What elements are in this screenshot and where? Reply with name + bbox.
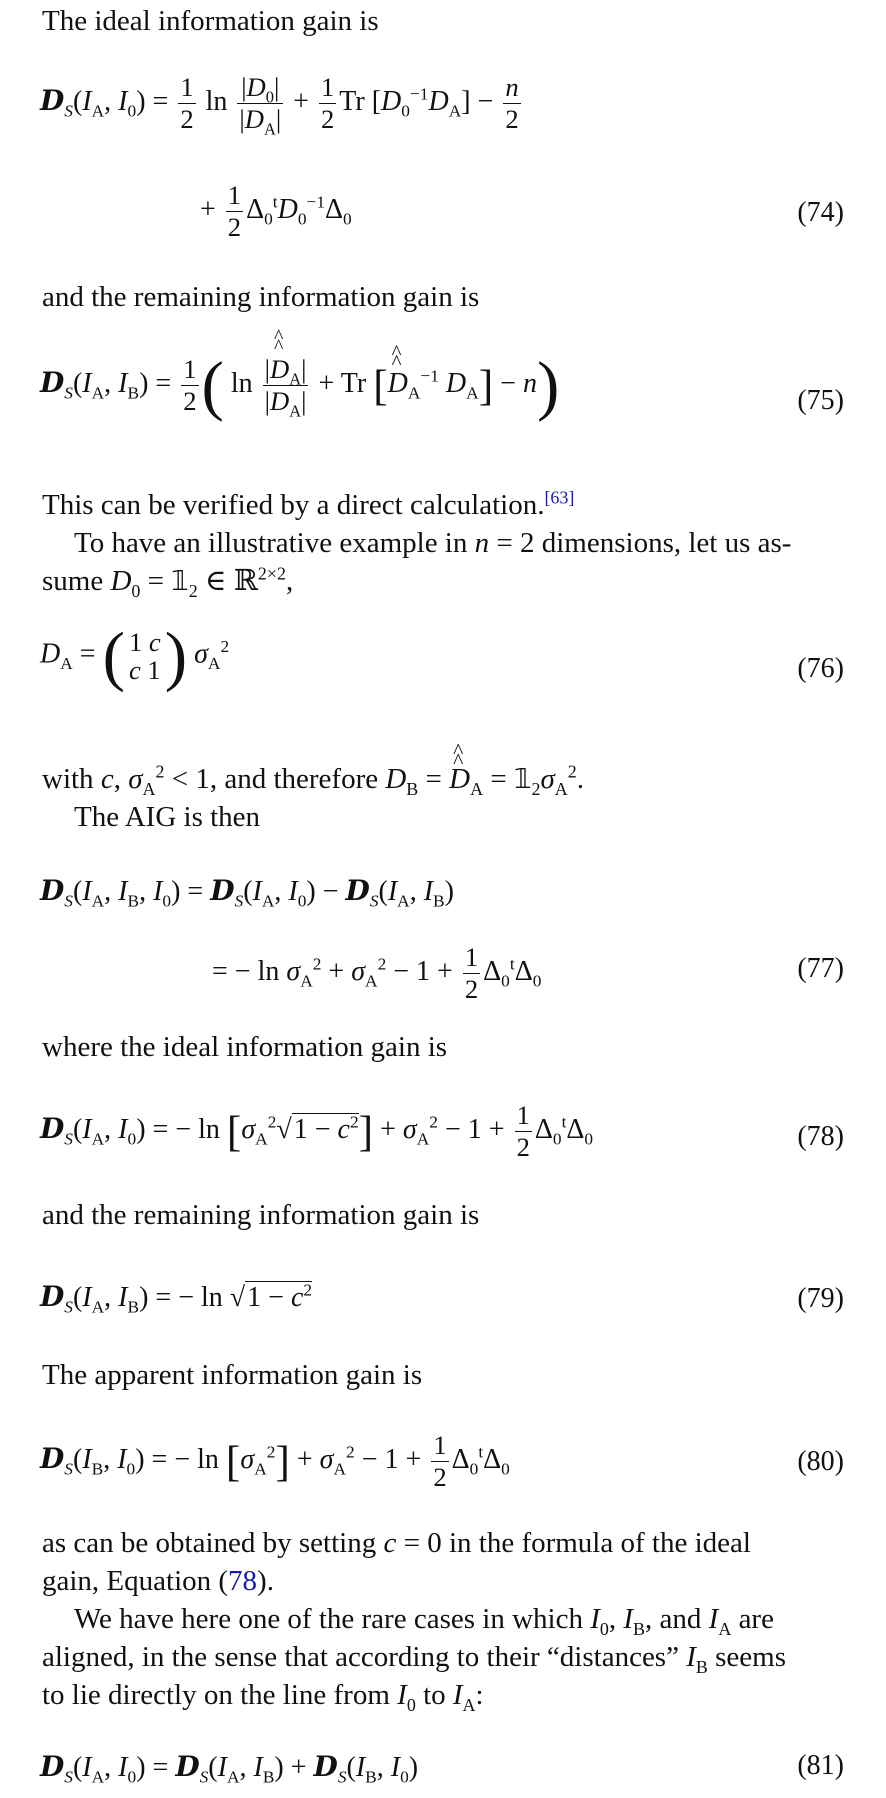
aligned-text-g: to xyxy=(423,1679,446,1711)
equation-number-76: (76) xyxy=(797,653,844,684)
aligned-text-a: We have here one of the rare cases in which xyxy=(74,1603,583,1635)
paragraph-ideal-gain: The ideal information gain is xyxy=(42,5,379,37)
paragraph-ideal-gain-2: where the ideal information gain is xyxy=(42,1031,448,1063)
equation-75: $D_S(I_A$, $I_B$) = $\frac{1}{2}$ ( ln $\frac{|\^{} D \^{}_A|}{|D_A|}$ + Tr [^ D $\^{}_A^{-1}$ $D_A] - n$) xyxy=(40,354,559,417)
paragraph-setting-c: as can be obtained by setting c = 0 in the formula of the ideal gain, Equation (78). xyxy=(42,1527,751,1597)
equation-77-line2: = − $\ln \sigma_A^2 + \sigma_A^2 - 1$ + $\frac{1}{2}$ $\Delta_0^t\Delta_0$ xyxy=(212,942,542,1004)
verified-text: This can be verified by a direct calculation. xyxy=(42,489,545,521)
example-text-a: To have an illustrative example in xyxy=(74,527,468,559)
equation-76: $D_A$ = ( 1 c c 1 ) $\sigma_A^2$ xyxy=(40,618,230,693)
aligned-text-b: and xyxy=(659,1603,702,1635)
aligned-text-f: to lie directly on the line from xyxy=(42,1679,390,1711)
equation-number-79: (79) xyxy=(797,1283,844,1314)
aligned-text-c: are xyxy=(738,1603,774,1635)
paragraph-example: To have an illustrative example in n = 2 dimensions, let us as- sume $D_0$ = $𝟙_2$ ∈ ℝ$^{2\times 2}$, xyxy=(42,527,792,601)
aligned-text-d: aligned, in the sense that according to their “distances” xyxy=(42,1641,679,1673)
equation-number-74: (74) xyxy=(797,197,844,228)
equation-number-80: (80) xyxy=(797,1446,844,1477)
paragraph-apparent-gain: The apparent information gain is xyxy=(42,1359,423,1391)
example-text-c: sume xyxy=(42,565,104,597)
equation-number-81: (81) xyxy=(797,1750,844,1781)
equation-74-line1: $D_S(I_A$, $I_0$) = $\frac{1}{2}$ ln $\frac{|D_0|}{|D_A|}$ + $\frac{1}{2}$ Tr $[D_0^{-1}D_A]$ − $\frac{n}{2}$ xyxy=(40,72,519,139)
equation-number-77: (77) xyxy=(797,953,844,984)
equation-77-line1: $D_S(I_A$, $I_B$, $I_0) = D_S(I_A$, $I_0) - D_S(I_A$, $I_B$) xyxy=(40,874,454,911)
setting-c-text-a: as can be obtained by setting xyxy=(42,1527,377,1559)
example-text-b: dimensions, let us as- xyxy=(541,527,792,559)
equation-number-78: (78) xyxy=(797,1121,844,1152)
setting-c-text-d: ). xyxy=(257,1565,274,1597)
with-c-text-b: and therefore xyxy=(224,763,379,795)
equation-number-75: (75) xyxy=(797,385,844,416)
paragraph-verified xyxy=(42,486,862,524)
paragraph-aligned: We have here one of the rare cases in which $I_0$, $I_B$, and $I_A$ are aligned, in the sense that according to their “distances” $I_B$ seems to lie directly on the line from $I_0$ to $I_A$: xyxy=(42,1603,787,1715)
setting-c-text-c: gain, Equation ( xyxy=(42,1565,229,1597)
setting-c-text-b: in the formula of the ideal xyxy=(448,1527,751,1559)
with-c-text-a: with xyxy=(42,763,94,795)
aligned-text-e: seems xyxy=(715,1641,787,1673)
paragraph-with-c: with c, $\sigma_A^2 < 1$, and therefore $D_B$ = ^ D $\^{}_A$ = $𝟙_2\sigma_A^2$. xyxy=(42,760,862,798)
equation-74-line2: + $\frac{1}{2}$ $\Delta_0^tD_0^{-1}\Delta_0$ xyxy=(200,180,352,242)
paragraph-aig: The AIG is then xyxy=(74,801,261,833)
paragraph-remaining-gain-2: and the remaining information gain is xyxy=(42,1199,480,1231)
equation-78: $D_S(I_A$, $I_0$) = − $\ln [\sigma_A^2√1 - c^2] + \sigma_A^2 - 1$ + $\frac{1}{2}$ $\Delta_0^t\Delta_0$ xyxy=(40,1100,594,1162)
citation-63[interactable]: [63] xyxy=(544,487,575,508)
equation-80: $D_S(I_B$, $I_0$) = − $\ln [\sigma_A^2] + \sigma_A^2 - 1$ + $\frac{1}{2}$ $\Delta_0^t\Delta_0$ xyxy=(40,1430,510,1492)
equation-reference-78[interactable]: 78 xyxy=(228,1565,258,1597)
equation-81: $D_S(I_A$, $I_0) = D_S(I_A$, $I_B) + D_S(I_B$, $I_0$) xyxy=(40,1750,419,1787)
paragraph-remaining-gain: and the remaining information gain is xyxy=(42,281,480,313)
equation-79: $D_S(I_A$, $I_B$) = − $\ln √1 - c^2$ xyxy=(40,1280,313,1317)
